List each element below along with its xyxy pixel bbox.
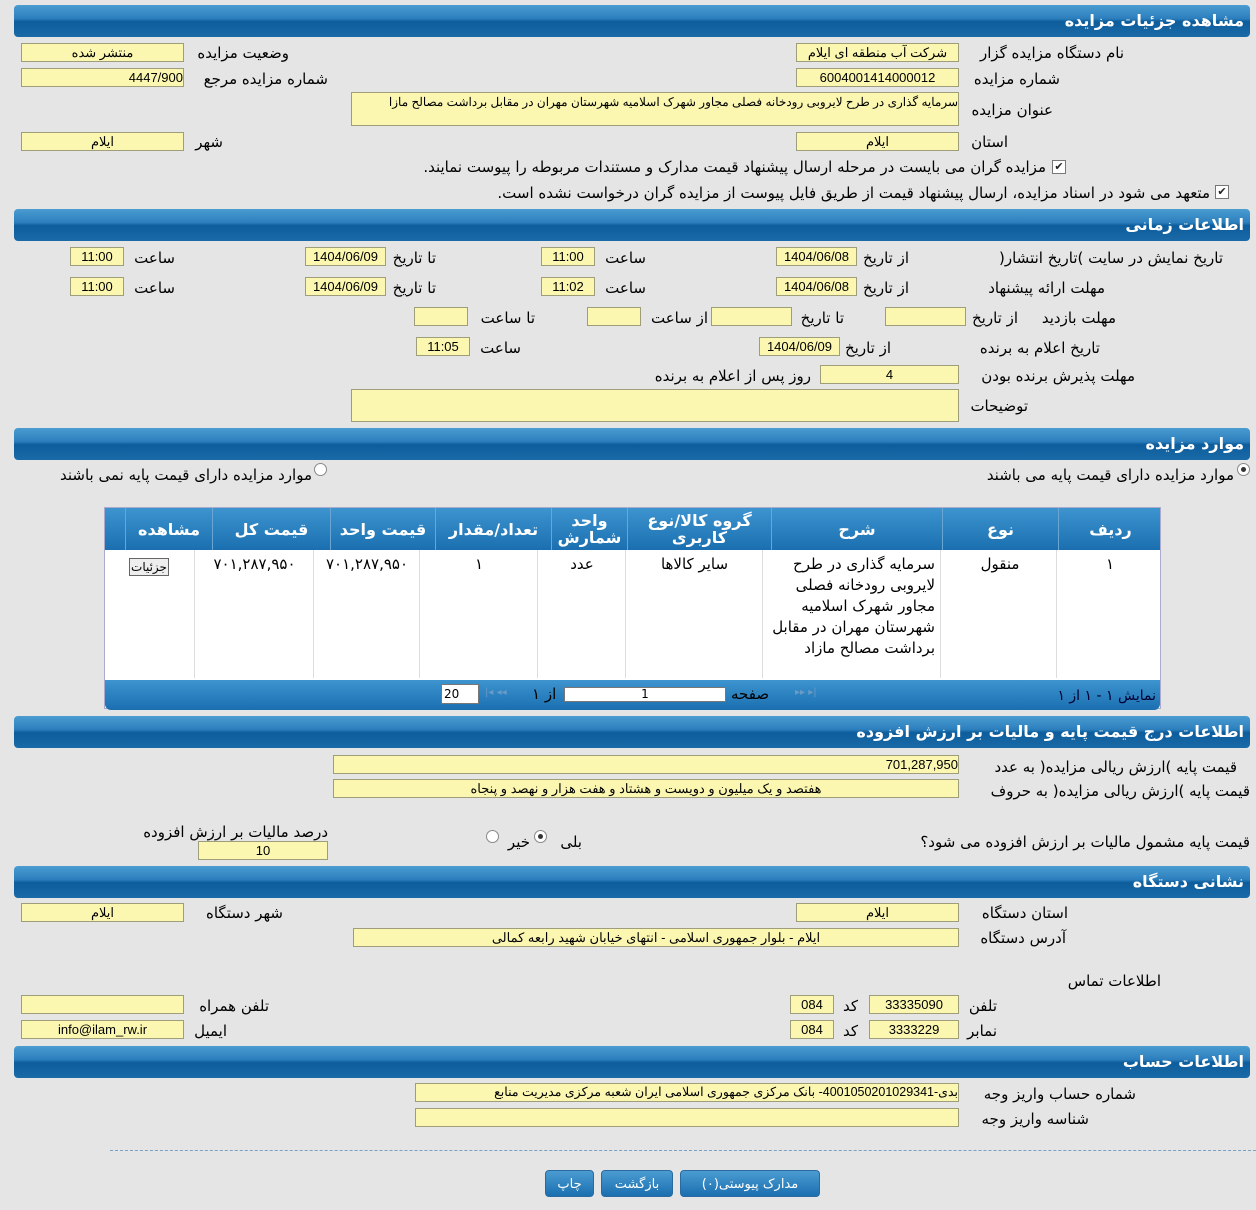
offer-to-time[interactable]: 11:00	[70, 277, 124, 296]
col-header-type: نوع	[942, 508, 1058, 550]
number-label: شماره مزایده	[973, 70, 1060, 88]
to-date-label: تا تاریخ	[392, 279, 436, 297]
email-label: ایمیل	[194, 1022, 227, 1040]
payment-id-label: شناسه واریز وجه	[981, 1110, 1089, 1128]
status-field[interactable]: منتشر شده	[21, 43, 184, 62]
title-label: عنوان مزایده	[971, 101, 1053, 119]
description-field[interactable]	[351, 389, 959, 422]
province-field[interactable]: ایلام	[796, 132, 959, 151]
contact-info-label: اطلاعات تماس	[1067, 972, 1161, 990]
pager-size-input[interactable]: 20	[441, 684, 479, 704]
display-to-time[interactable]: 11:00	[70, 247, 124, 266]
account-number-field[interactable]: بدی-4001050201029341- بانک مرکزی جمهوری اسلامی ایران شعبه مرکزی مدیریت منابع	[415, 1083, 959, 1102]
section-header-timing: اطلاعات زمانی	[14, 209, 1250, 241]
col-header-unit: واحد شمارش	[551, 508, 627, 550]
status-label: وضعیت مزایده	[197, 44, 289, 62]
cell-unit: عدد	[570, 555, 594, 573]
from-date-label: از تاریخ	[844, 339, 891, 357]
org-city-label: شهر دستگاه	[205, 904, 283, 922]
announce-label: تاریخ اعلام به برنده	[979, 339, 1100, 357]
org-address-label: آدرس دستگاه	[980, 929, 1066, 947]
table-pager	[105, 680, 1160, 710]
section-header-address: نشانی دستگاه	[14, 866, 1250, 898]
time-label: ساعت	[605, 279, 646, 297]
offer-deadline-label: مهلت ارائه پیشنهاد	[988, 279, 1105, 297]
col-header-qty: تعداد/مقدار	[435, 508, 551, 550]
items-table	[104, 507, 1161, 709]
fax-field[interactable]: 3333229	[869, 1020, 959, 1039]
pager-next-icon[interactable]: ▸▸ ▸|	[795, 687, 817, 698]
has-base-price-label: موارد مزایده دارای قیمت پایه می باشند	[986, 466, 1234, 484]
time-label: ساعت	[605, 249, 646, 267]
phone-label: تلفن	[968, 997, 997, 1015]
org-province-field[interactable]: ایلام	[796, 903, 959, 922]
pager-of-label: از ۱	[532, 685, 557, 703]
from-date-label: از تاریخ	[862, 279, 909, 297]
col-header-index: ردیف	[1058, 508, 1162, 550]
cell-unit-price: ۷۰۱,۲۸۷,۹۵۰	[325, 555, 409, 573]
mobile-field[interactable]	[21, 995, 184, 1014]
fax-code-field[interactable]: 084	[790, 1020, 834, 1039]
col-header-unit-price: قیمت واحد	[330, 508, 435, 550]
display-from-time[interactable]: 11:00	[541, 247, 595, 266]
cell-type: منقول	[980, 555, 1020, 573]
visit-from-date[interactable]	[885, 307, 966, 326]
account-number-label: شماره حساب واریز وجه	[983, 1085, 1136, 1103]
accept-deadline-label: مهلت پذیرش برنده بودن	[981, 367, 1135, 385]
to-date-label: تا تاریخ	[392, 249, 436, 267]
fax-code-label: کد	[842, 1022, 858, 1040]
org-city-field[interactable]: ایلام	[21, 903, 184, 922]
city-label: شهر	[195, 133, 223, 151]
back-button[interactable]: بازگشت	[601, 1170, 673, 1197]
cell-index: ۱	[1105, 555, 1115, 573]
announce-time[interactable]: 11:05	[416, 337, 470, 356]
col-header-group: گروه کالا/نوع کاربری	[627, 508, 771, 550]
no-base-price-radio[interactable]	[314, 463, 327, 476]
section-header-items: موارد مزایده	[14, 428, 1250, 460]
city-field[interactable]: ایلام	[21, 132, 184, 151]
accept-days-field[interactable]: 4	[820, 365, 959, 384]
details-button[interactable]: جزئیات	[129, 558, 169, 576]
visit-to-time-label: تا ساعت	[480, 309, 535, 327]
visit-to-time[interactable]	[414, 307, 468, 326]
from-date-label: از تاریخ	[862, 249, 909, 267]
visit-from-time[interactable]	[587, 307, 641, 326]
print-button[interactable]: چاپ	[545, 1170, 594, 1197]
display-date-label: تاریخ نمایش در سایت )تاریخ انتشار(	[999, 249, 1223, 267]
org-province-label: استان دستگاه	[981, 904, 1068, 922]
title-field[interactable]: سرمایه گذاری در طرح لایروبی رودخانه فصلی مجاور شهرک اسلامیه شهرستان مهران در مقابل برداشت مصالح مازا	[351, 92, 959, 126]
cell-group: سایر کالاها	[660, 555, 729, 573]
org-field[interactable]: شرکت آب منطقه ای ایلام	[796, 43, 959, 62]
payment-id-field[interactable]	[415, 1108, 959, 1127]
base-price-num-label: قیمت پایه )ارزش ریالی مزایده( به عدد	[994, 758, 1237, 776]
vat-percent-label: درصد مالیات بر ارزش افزوده	[143, 823, 328, 841]
display-to-date[interactable]: 1404/06/09	[305, 247, 386, 266]
base-price-num-field[interactable]: 701,287,950	[333, 755, 959, 774]
base-price-words-field[interactable]: هفتصد و یک میلیون و دویست و هشتاد و هفت هزار و نهصد و پنجاه	[333, 779, 959, 798]
col-header-total: قیمت کل	[212, 508, 330, 550]
pager-page-label: صفحه	[731, 685, 770, 703]
vat-no-label: خیر	[507, 833, 530, 851]
vat-yes-radio[interactable]	[534, 830, 547, 843]
col-header-view: مشاهده	[125, 508, 212, 550]
cell-qty: ۱	[474, 555, 484, 573]
attach-docs-checkbox[interactable]: ✔	[1052, 160, 1066, 174]
pager-prev-icon[interactable]: |◂ ◂◂	[485, 687, 507, 698]
phone-code-field[interactable]: 084	[790, 995, 834, 1014]
visit-label: مهلت بازدید	[1041, 309, 1116, 327]
cell-total: ۷۰۱,۲۸۷,۹۵۰	[213, 555, 296, 573]
ref-label: شماره مزایده مرجع	[203, 70, 328, 88]
vat-yes-label: بلی	[560, 833, 582, 851]
time-label: ساعت	[480, 339, 521, 357]
section-header-account: اطلاعات حساب	[14, 1046, 1250, 1078]
time-label: ساعت	[134, 249, 175, 267]
phone-code-label: کد	[842, 997, 858, 1015]
visit-from-date-label: از تاریخ	[971, 309, 1018, 327]
ref-field[interactable]: 4447/900	[21, 68, 184, 87]
province-label: استان	[971, 133, 1008, 151]
vat-percent-field[interactable]: 10	[198, 841, 328, 860]
org-label: نام دستگاه مزایده گزار	[979, 44, 1124, 62]
description-label: توضیحات	[970, 397, 1028, 415]
vat-question: قیمت پایه مشمول مالیات بر ارزش افزوده می شود؟	[920, 833, 1250, 851]
no-file-checkbox[interactable]: ✔	[1215, 185, 1229, 199]
pager-summary: نمایش ۱ - ۱ از ۱	[1057, 688, 1156, 704]
col-header-desc: شرح	[771, 508, 942, 550]
section-header-details: مشاهده جزئیات مزایده	[14, 5, 1250, 37]
section-header-price: اطلاعات درج قیمت پایه و مالیات بر ارزش افزوده	[14, 716, 1250, 748]
attach-docs-text: مزایده گران می بایست در مرحله ارسال پیشنهاد قیمت مدارک و مستندات مربوطه را پیوست نمایند.	[423, 158, 1046, 176]
phone-field[interactable]: 33335090	[869, 995, 959, 1014]
time-label: ساعت	[134, 279, 175, 297]
fax-label: نمابر	[967, 1022, 997, 1040]
offer-from-date[interactable]: 1404/06/08	[776, 277, 857, 296]
no-base-price-label: موارد مزایده دارای قیمت پایه نمی باشند	[60, 466, 312, 484]
number-field[interactable]: 6004001414000012	[796, 68, 959, 87]
announce-date[interactable]: 1404/06/09	[759, 337, 840, 356]
email-field[interactable]: info@ilam_rw.ir	[21, 1020, 184, 1039]
visit-from-time-label: از ساعت	[651, 309, 708, 327]
visit-to-date[interactable]	[711, 307, 792, 326]
display-from-date[interactable]: 1404/06/08	[776, 247, 857, 266]
cell-desc: سرمایه گذاری در طرح لایروبی رودخانه فصلی مجاور شهرک اسلامیه شهرستان مهران در مقابل برداشت مصالح مازاد	[772, 555, 935, 657]
no-file-text: متعهد می شود در اسناد مزایده، ارسال پیشنهاد قیمت از طریق فایل پیوست از مزایده گران درخواست نشده است.	[497, 184, 1210, 202]
attachments-button[interactable]: مدارک پیوستی(۰)	[680, 1170, 820, 1197]
offer-to-date[interactable]: 1404/06/09	[305, 277, 386, 296]
pager-page-input[interactable]: 1	[564, 687, 726, 702]
mobile-label: تلفن همراه	[199, 997, 269, 1015]
vat-no-radio[interactable]	[486, 830, 499, 843]
accept-suffix: روز پس از اعلام به برنده	[654, 367, 811, 385]
table-header	[105, 508, 1160, 550]
visit-to-date-label: تا تاریخ	[800, 309, 844, 327]
org-address-field[interactable]: ایلام - بلوار جمهوری اسلامی - انتهای خیابان شهید رابعه کمالی	[353, 928, 959, 947]
has-base-price-radio[interactable]	[1237, 463, 1250, 476]
offer-from-time[interactable]: 11:02	[541, 277, 595, 296]
base-price-words-label: قیمت پایه )ارزش ریالی مزایده( به حروف	[990, 782, 1250, 800]
divider	[110, 1150, 1256, 1151]
